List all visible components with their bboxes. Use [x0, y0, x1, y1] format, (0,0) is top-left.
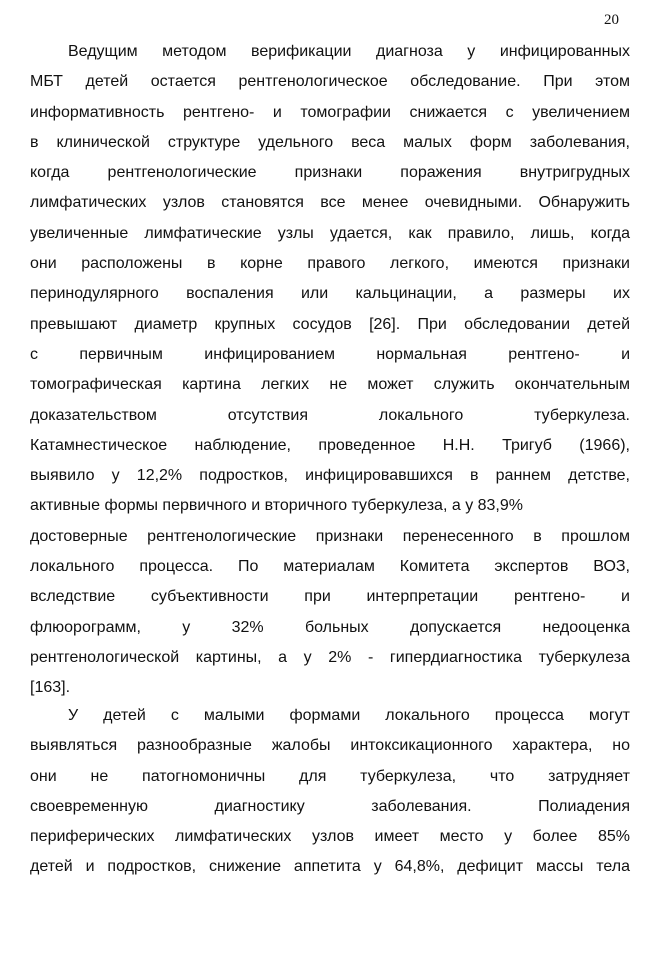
text-line: лимфатических узлов становятся все менее очевидными. Обнаружить [30, 194, 630, 212]
text-line: они не патогномоничны для туберкулеза, что затрудняет [30, 767, 630, 785]
text-line: Ведущим методом верификации диагноза у инфицированных [68, 43, 630, 60]
text-line: увеличенные лимфатические узлы удается, как правило, лишь, когда [30, 224, 630, 242]
text-line: превышают диаметр крупных сосудов [26]. При обследовании детей [30, 315, 630, 333]
text-line: в клинической структуре удельного веса малых форм заболевания, [30, 133, 630, 151]
text-line: рентгенологической картины, а у 2% - гипердиагностика туберкулеза [30, 648, 630, 666]
text-line: детей и подростков, снижение аппетита у 64,8%, дефицит массы тела [30, 858, 630, 876]
text-line: с первичным инфицированием нормальная рентгено- и [30, 345, 630, 363]
text-line: периферических лимфатических узлов имеет место у более 85% [30, 828, 630, 846]
paragraph [30, 701, 630, 883]
text-line: выявило у 12,2% подростков, инфицировавшихся в раннем детстве, [30, 467, 630, 485]
text-line: они расположены в корне правого легкого, имеются признаки [30, 255, 630, 273]
text-line: достоверные рентгенологические признаки перенесенного в прошлом [30, 527, 630, 545]
text-line: информативность рентгено- и томографии снижается с увеличением [30, 103, 630, 121]
text-line: флюорограмм, у 32% больных допускается недооценка [30, 618, 630, 636]
text-line: активные формы первичного и вторичного туберкулеза, а у 83,9% [30, 497, 523, 515]
paragraph [30, 37, 630, 704]
text-line: доказательством отсутствия локального туберкулеза. [30, 406, 630, 424]
text-line: МБТ детей остается рентгенологическое обследование. При этом [30, 73, 630, 91]
text-line: [163]. [30, 679, 71, 697]
text-line: перинодулярного воспаления или кальцинации, а размеры их [30, 285, 630, 303]
text-line: когда рентгенологические признаки поражения внутригрудных [30, 164, 630, 182]
text-line: своевременную диагностику заболевания. Полиадения [30, 797, 630, 815]
text-line: У детей с малыми формами локального процесса могут [68, 707, 630, 724]
text-line: томографическая картина легких не может служить окончательным [30, 376, 630, 394]
text-line: Катамнестическое наблюдение, проведенное Н.Н. Тригуб (1966), [30, 436, 630, 454]
text-line: локального процесса. По материалам Комитета экспертов ВОЗ, [30, 558, 630, 576]
page-number: 20 [604, 12, 619, 28]
text-line: выявляться разнообразные жалобы интоксикационного характера, но [30, 737, 630, 755]
text-line: вследствие субъективности при интерпретации рентгено- и [30, 588, 630, 606]
